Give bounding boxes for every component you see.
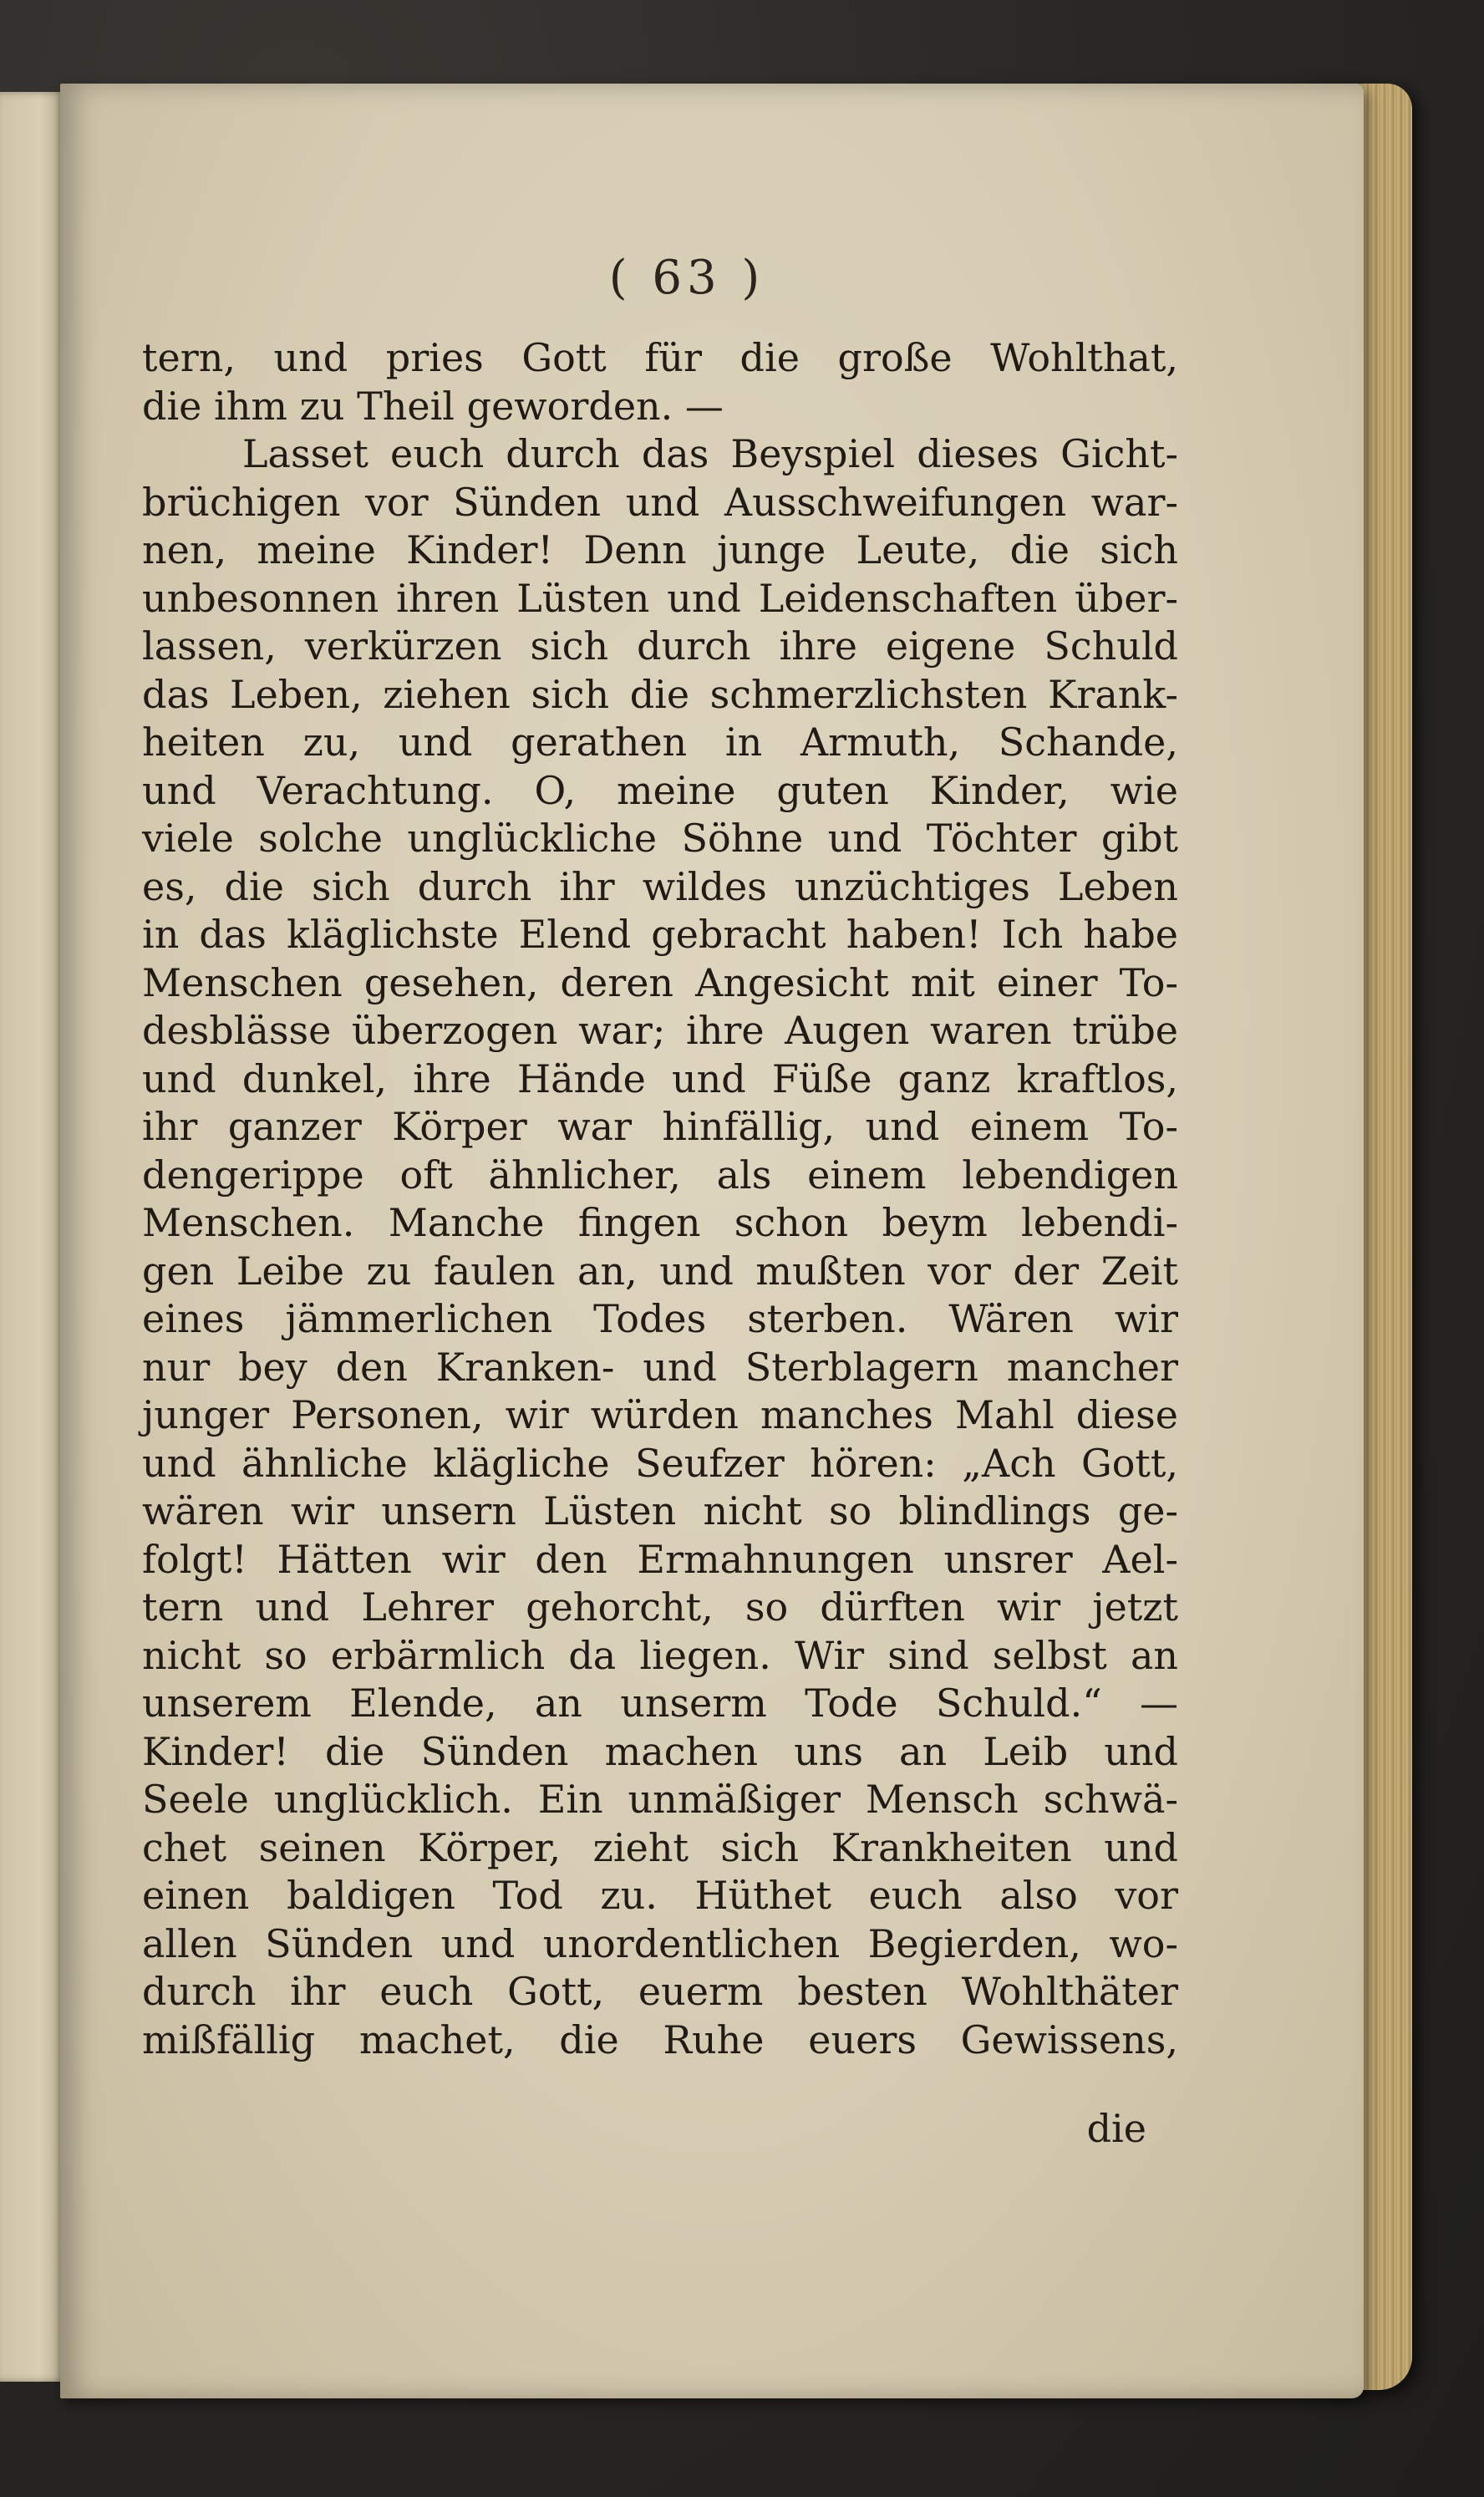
body-text	[142, 334, 1178, 2064]
text-line: in das kläglichste Elend gebracht haben! Ich habe	[142, 912, 1178, 957]
text-line: unbesonnen ihren Lüsten und Leidenschaften über-	[142, 575, 1178, 621]
text-line: junger Personen, wir würden manches Mahl diese	[142, 1392, 1178, 1437]
text-line: allen Sünden und unordentlichen Begierden, wo-	[142, 1920, 1178, 1966]
text-line: Menschen gesehen, deren Angesicht mit einer To-	[142, 959, 1178, 1005]
text-line: desblässe überzogen war; ihre Augen waren trübe	[142, 1008, 1178, 1053]
text-line: nicht so erbärmlich da liegen. Wir sind selbst an	[142, 1632, 1178, 1678]
text-line: es, die sich durch ihr wildes unzüchtiges Leben	[142, 863, 1178, 909]
text-line: tern und Lehrer gehorcht, so dürften wir jetzt	[142, 1584, 1178, 1630]
text-line: Kinder! die Sünden machen uns an Leib und	[142, 1728, 1178, 1774]
text-line: brüchigen vor Sünden und Ausschweifungen war-	[142, 479, 1178, 525]
text-line: heiten zu, und gerathen in Armuth, Schande,	[142, 720, 1178, 765]
text-line: gen Leibe zu faulen an, und mußten vor der Zeit	[142, 1248, 1178, 1294]
text-line: Menschen. Manche fingen schon beym lebendi-	[142, 1200, 1178, 1245]
text-line: unserem Elende, an unserm Tode Schuld.“ —	[142, 1681, 1178, 1726]
text-line: mißfällig machet, die Ruhe euers Gewissens,	[142, 2016, 1178, 2062]
text-line: wären wir unsern Lüsten nicht so blindlings ge-	[142, 1488, 1178, 1533]
text-line: und dunkel, ihre Hände und Füße ganz kraftlos,	[142, 1055, 1178, 1101]
text-line: ihr ganzer Körper war hinfällig, und einem To-	[142, 1104, 1178, 1149]
book-page	[60, 84, 1364, 2398]
text-line: einen baldigen Tod zu. Hüthet euch also vor	[142, 1873, 1178, 1918]
text-line: chet seinen Körper, zieht sich Krankheiten und	[142, 1824, 1178, 1870]
text-line: dengerippe oft ähnlicher, als einem lebendigen	[142, 1152, 1178, 1198]
text-line: lassen, verkürzen sich durch ihre eigene Schuld	[142, 623, 1178, 669]
text-line: tern, und pries Gott für die große Wohlthat,	[142, 335, 1178, 380]
text-line: Lasset euch durch das Beyspiel dieses Gicht-	[242, 431, 1178, 476]
catchword: die	[1086, 2106, 1146, 2151]
page-number: ( 63 )	[608, 251, 765, 305]
text-line: nen, meine Kinder! Denn junge Leute, die sich	[142, 527, 1178, 572]
text-line: durch ihr euch Gott, euerm besten Wohlthäter	[142, 1969, 1178, 2014]
text-line: eines jämmerlichen Todes sterben. Wären wir	[142, 1296, 1178, 1341]
text-line: und ähnliche klägliche Seufzer hören: „Ach Gott,	[142, 1440, 1178, 1486]
left-page-edge	[0, 92, 67, 2382]
text-line: und Verachtung. O, meine guten Kinder, wie	[142, 767, 1178, 813]
text-line: das Leben, ziehen sich die schmerzlichsten Krank-	[142, 671, 1178, 717]
text-line: Seele unglücklich. Ein unmäßiger Mensch schwä-	[142, 1777, 1178, 1822]
text-line: die ihm zu Theil geworden. —	[142, 383, 724, 429]
text-line: folgt! Hätten wir den Ermahnungen unsrer Ael-	[142, 1536, 1178, 1582]
text-line: nur bey den Kranken- und Sterblagern mancher	[142, 1344, 1178, 1390]
text-line: viele solche unglückliche Söhne und Töchter gibt	[142, 816, 1178, 861]
